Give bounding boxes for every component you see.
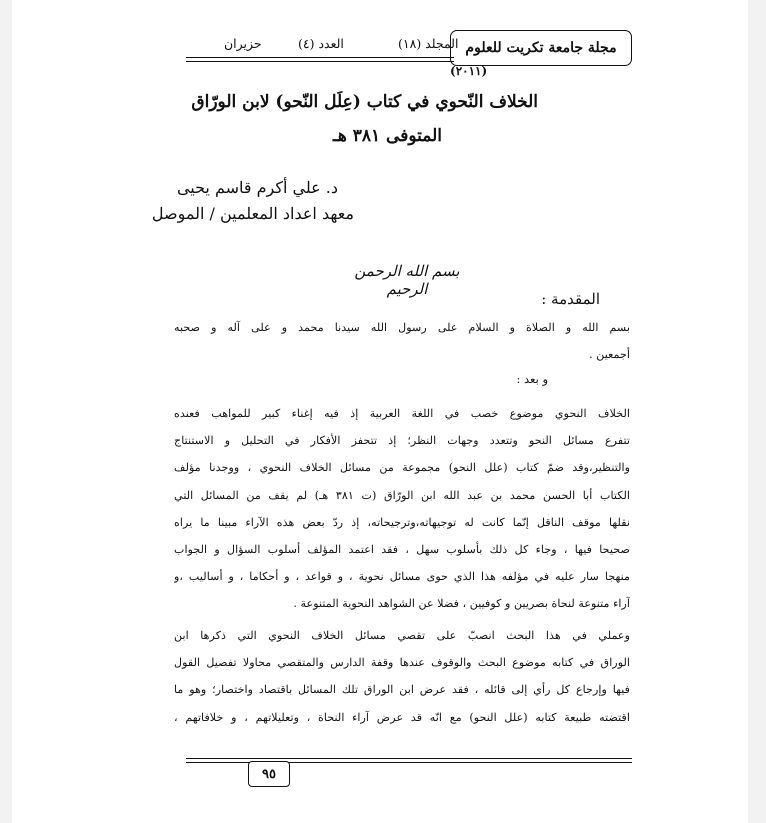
text-line: الكتاب أبا الحسن محمد بن عبد الله ابن الورّاق (ت ٣٨١ هـ) لم يقف من المسائل التي <box>174 488 630 502</box>
year-label: (٢٠١١) <box>450 64 488 78</box>
text-line: بسم الله و الصلاة و السلام على رسول الله سيدنا محمد و على آله و صحبه <box>174 321 630 334</box>
section-heading: المقدمة : <box>541 290 600 308</box>
text-line: فيها وإرجاع كل رأي إلى قائله ، فقد عرض ابن الوراق تلك المسائل باقتصاد واختصار؛ وهو ما <box>174 683 630 697</box>
basmala: بسم الله الرحمن الرحيم <box>354 262 460 298</box>
document-page <box>12 0 748 823</box>
month-label: حزيران <box>224 36 262 51</box>
text-line: وعملي في هذا البحث انصبّ على تقصي مسائل الخلاف النحوي التي ذكرها ابن <box>174 629 630 642</box>
page-number-box <box>248 761 290 787</box>
text-line: الوراق في كتابه موضوع البحث والوقوف عندها وقفة الدارس والمتقصي محاولا تفصيل القول <box>174 656 630 670</box>
footer-rule-top <box>186 758 632 759</box>
text-line: نقلها موقف الناقل إنّما كانت له توجيهاته،وترجيحاته، إذ ردّ بعض هذه الآراء مبينا ما يراه <box>174 515 630 529</box>
greeting-paragraph <box>174 314 630 368</box>
text-line: أجمعين . <box>589 348 630 362</box>
author-affiliation: معهد اعداد المعلمين / الموصل <box>151 204 354 223</box>
paragraph-1 <box>174 400 630 618</box>
header-rule-top <box>186 57 454 58</box>
paragraph-2 <box>174 622 630 731</box>
text-line: اقتضته طبيعة كتابه (علل النحو) مع انّه قد عرض آراء النحاة ، وتعليلاتهم ، و خلافاتهم ، <box>174 710 630 724</box>
journal-name-box <box>450 30 632 66</box>
author-name: د. علي أكرم قاسم يحيى <box>176 178 338 197</box>
text-line: آراء متنوعة لنحاة بصريين و كوفيين ، فضلا عن الشواهد النحوية المتنوعة . <box>293 597 630 611</box>
volume-label: المجلد (١٨) <box>398 36 459 51</box>
text-line: تتفرع مسائل النحو وتتعدد وجهات النظر؛ إذ تتحفز الأفكار في التحليل و الاستنتاج <box>174 434 630 448</box>
page-number: ٩٥ <box>262 766 276 782</box>
text-line: الخلاف النحوي موضوع خصب في اللغة العربية إذ فيه إغناء كبير للمواهب فعنده <box>174 407 630 420</box>
header-rule-bottom <box>186 61 454 62</box>
article-title-line2: المتوفى ٣٨١ هـ <box>332 126 442 146</box>
text-line: والتنظير،وقد ضمّ كتاب (علل النحو) مجموعة من مسائل الخلاف النحوي ، ووجدنا مؤلف <box>174 461 630 475</box>
journal-name: مجلة جامعة تكريت للعلوم <box>465 40 617 56</box>
issue-label: العدد (٤) <box>298 36 344 51</box>
text-line: منهجا سار عليه في مؤلفه هذا الذي حوى مسائل نحوية ، و قواعد ، و أحكاما ، و أساليب ،و <box>174 570 630 584</box>
article-title-line1: الخلاف النّحوي في كتاب (عِلَل النّحو) لابن الورّاق <box>191 92 538 112</box>
wa-baad: و بعد : <box>516 372 548 386</box>
text-line: صحيحا فيها ، وجاء كل ذلك بأسلوب سهل ، فقد اعتمد المؤلف أسلوب السؤال و الجواب <box>174 543 630 557</box>
